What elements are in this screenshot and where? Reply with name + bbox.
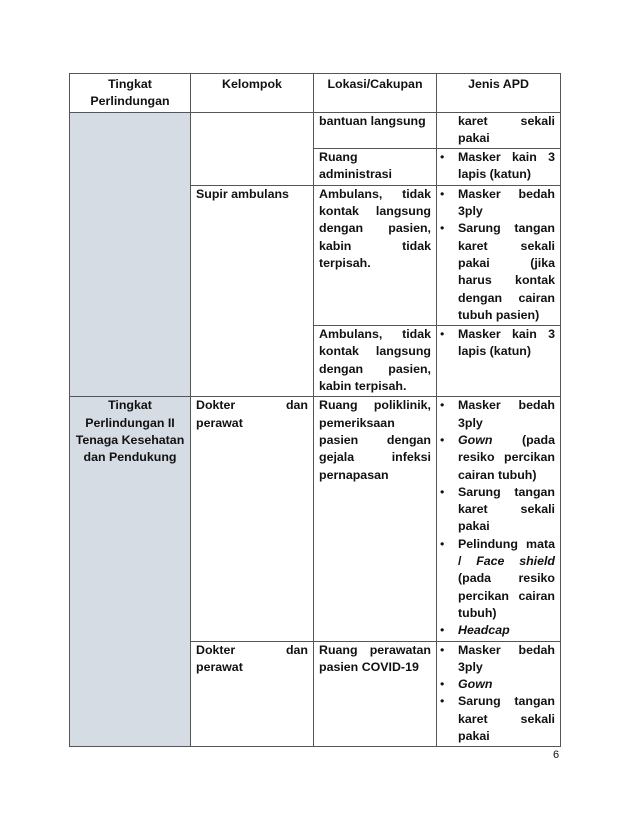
header-kelompok: Kelompok <box>191 74 314 113</box>
header-apd: Jenis APD <box>437 74 561 113</box>
apd-item: • Headcap <box>442 622 555 639</box>
kelompok-cell: Dokter dan perawat <box>191 641 314 747</box>
apd-table <box>69 73 561 747</box>
apd-item: • Masker bedah 3ply <box>442 186 555 221</box>
lokasi-cell: Ruang poliklinik, pemeriksaan pasien dengan gejala infeksi pernapasan <box>314 397 437 641</box>
apd-item: • Masker bedah 3ply <box>442 397 555 432</box>
kelompok-cell: Supir ambulans <box>191 185 314 397</box>
kelompok-cell: Dokter dan perawat <box>191 397 314 641</box>
apd-cell <box>437 112 561 149</box>
apd-item: • Gown <box>442 676 555 693</box>
apd-cell <box>437 149 561 186</box>
lokasi-cell: Ambulans, tidak kontak langsung dengan pasien, kabin tidak terpisah. <box>314 185 437 325</box>
table-header-row <box>70 74 561 113</box>
apd-cell <box>437 641 561 747</box>
apd-item: • Pelindung mata / Face shield (pada resiko percikan cairan tubuh) <box>442 536 555 622</box>
lokasi-cell: bantuan langsung <box>314 112 437 149</box>
apd-cell <box>437 185 561 325</box>
apd-cell <box>437 326 561 397</box>
header-tingkat: Tingkat Perlindungan <box>70 74 191 113</box>
kelompok-cell-continued <box>191 112 314 185</box>
apd-item: karet sekali pakai <box>458 113 555 145</box>
apd-item: • Masker kain 3 lapis (katun) <box>442 326 555 361</box>
lokasi-cell: Ruang perawatan pasien COVID-19 <box>314 641 437 747</box>
table-row <box>70 397 561 641</box>
page-number: 6 <box>553 749 560 761</box>
apd-item: • Sarung tangan karet sekali pakai (jika harus kontak dengan cairan tubuh pasien) <box>442 220 555 324</box>
apd-item: • Masker bedah 3ply <box>442 642 555 677</box>
apd-item: • Sarung tangan karet sekali pakai <box>442 693 555 745</box>
apd-cell <box>437 397 561 641</box>
tingkat-cell-continued <box>70 112 191 397</box>
lokasi-cell: Ruang administrasi <box>314 149 437 186</box>
tingkat-cell: Tingkat Perlindungan II Tenaga Kesehatan dan Pendukung <box>70 397 191 747</box>
apd-item: • Gown (pada resiko percikan cairan tubuh) <box>442 432 555 484</box>
apd-item: • Sarung tangan karet sekali pakai <box>442 484 555 536</box>
table-row <box>70 112 561 149</box>
lokasi-cell: Ambulans, tidak kontak langsung dengan pasien, kabin terpisah. <box>314 326 437 397</box>
apd-item: • Masker kain 3 lapis (katun) <box>442 149 555 184</box>
header-lokasi: Lokasi/Cakupan <box>314 74 437 113</box>
